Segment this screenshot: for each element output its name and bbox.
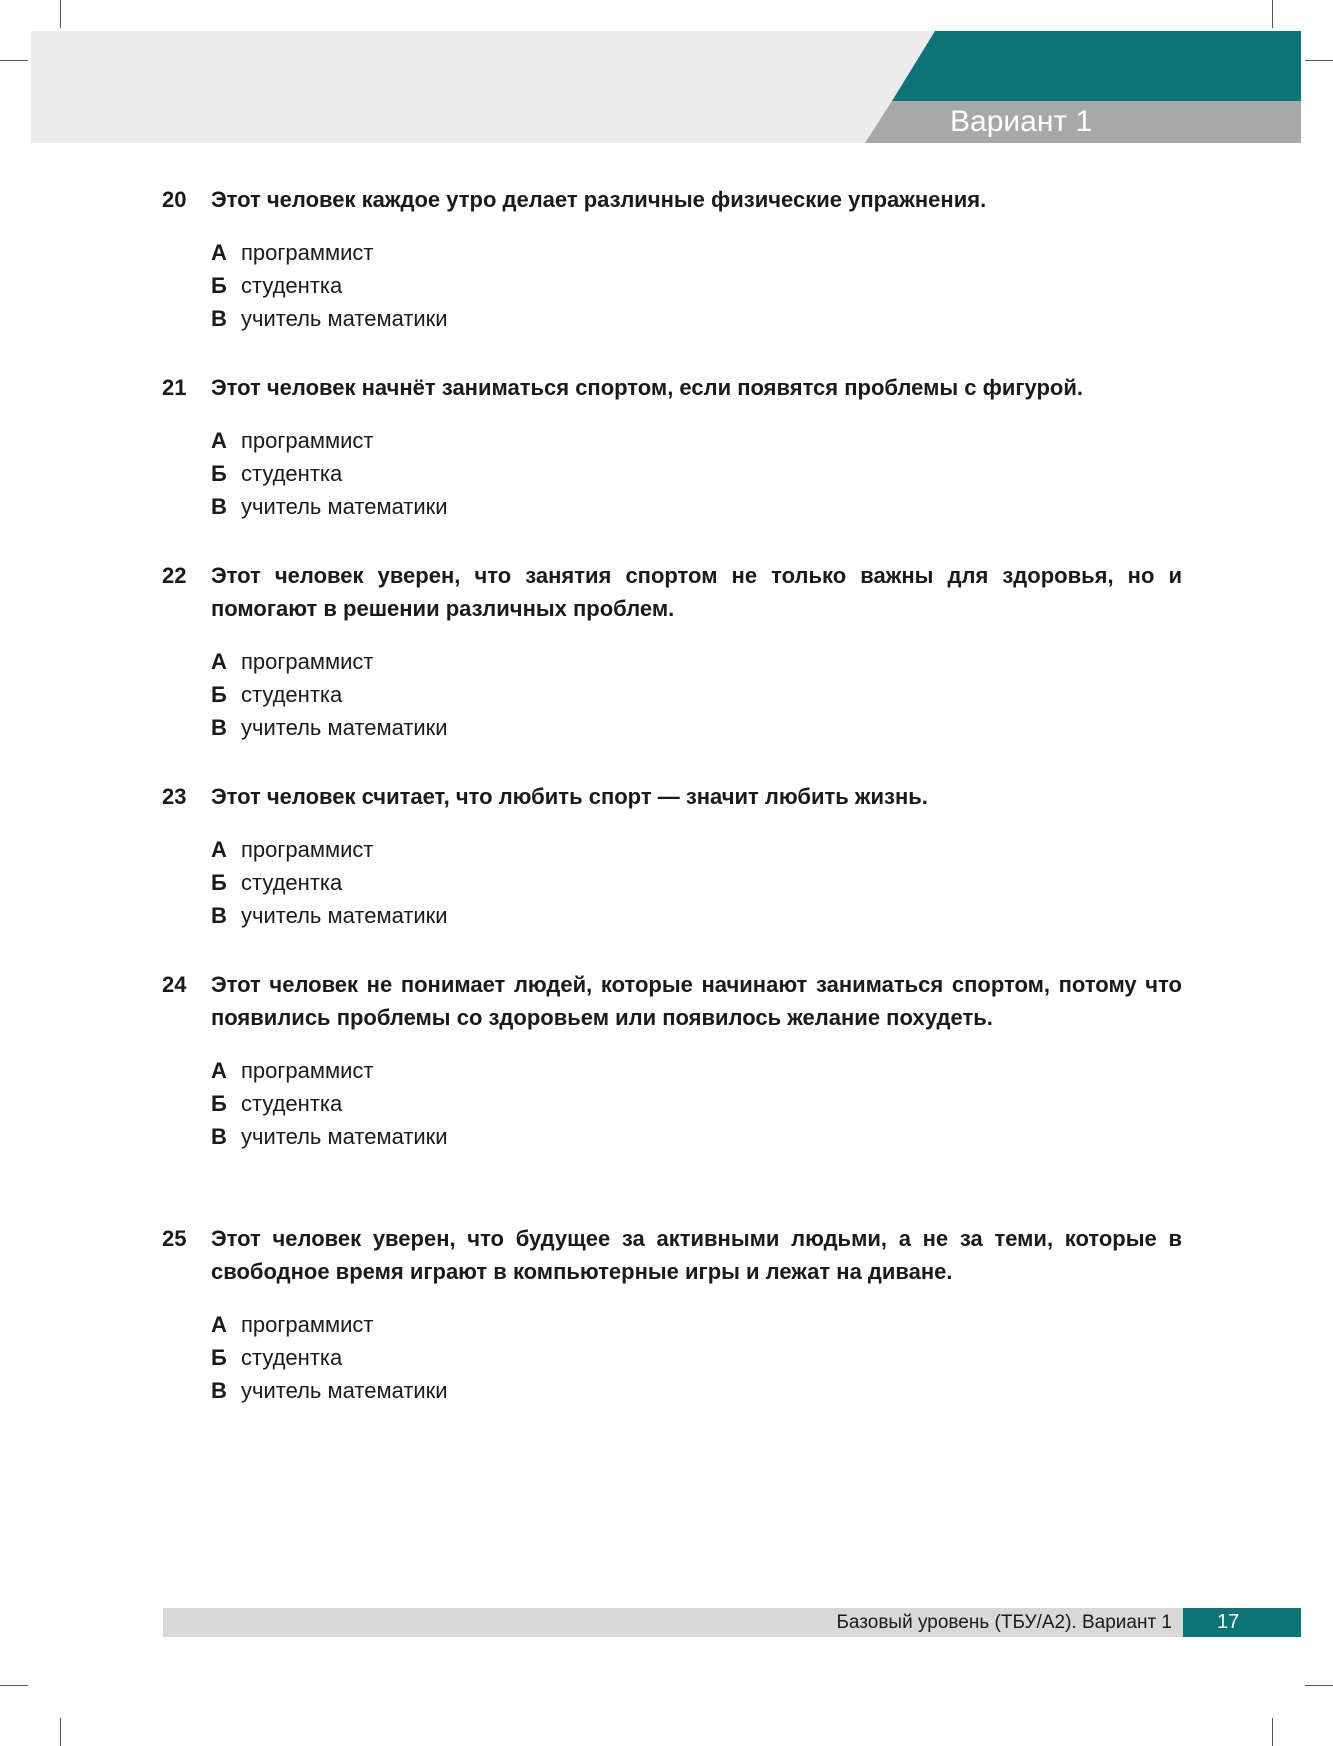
answer-options <box>211 1054 1182 1153</box>
option-label: учитель математики <box>241 1124 448 1149</box>
answer-option <box>211 490 1182 523</box>
question-text: Этот человек считает, что любить спорт — значит любить жизнь. <box>211 784 928 809</box>
option-label: программист <box>241 240 374 265</box>
option-label: программист <box>241 428 374 453</box>
answer-option <box>211 1054 1182 1087</box>
option-letter: В <box>211 903 227 928</box>
option-label: студентка <box>241 461 343 486</box>
crop-mark <box>60 1718 61 1746</box>
question-number: 22 <box>162 563 187 588</box>
option-letter: А <box>211 649 227 674</box>
option-letter: Б <box>211 682 227 707</box>
question-header <box>162 1222 1182 1288</box>
answer-option <box>211 424 1182 457</box>
question-block <box>162 780 1182 932</box>
answer-option <box>211 866 1182 899</box>
question-header <box>162 780 1182 813</box>
option-label: учитель математики <box>241 715 448 740</box>
option-letter: А <box>211 837 227 862</box>
option-label: учитель математики <box>241 1378 448 1403</box>
answer-option <box>211 1341 1182 1374</box>
option-letter: Б <box>211 461 227 486</box>
answer-option <box>211 457 1182 490</box>
question-number: 23 <box>162 784 187 809</box>
question-text: Этот человек не понимает людей, которые начинают заниматься спортом, потому что появились проблемы со здоровьем или появилось желание похудеть. <box>211 972 1182 1030</box>
answer-option <box>211 678 1182 711</box>
question-text: Этот человек каждое утро делает различные физические упражнения. <box>211 187 987 212</box>
answer-option <box>211 269 1182 302</box>
option-letter: А <box>211 428 227 453</box>
question-block <box>162 371 1182 523</box>
option-label: учитель математики <box>241 903 448 928</box>
question-number: 24 <box>162 972 187 997</box>
page-number: 17 <box>1183 1608 1301 1637</box>
answer-option <box>211 1087 1182 1120</box>
question-header <box>162 371 1182 404</box>
option-letter: Б <box>211 273 227 298</box>
option-letter: В <box>211 1378 227 1403</box>
question-block <box>162 968 1182 1153</box>
question-number: 21 <box>162 375 187 400</box>
option-label: студентка <box>241 682 343 707</box>
option-label: студентка <box>241 1091 343 1116</box>
option-label: студентка <box>241 870 343 895</box>
option-label: учитель математики <box>241 306 448 331</box>
option-label: программист <box>241 649 374 674</box>
crop-mark <box>1305 1685 1333 1686</box>
answer-option <box>211 1308 1182 1341</box>
option-label: учитель математики <box>241 494 448 519</box>
option-letter: А <box>211 1058 227 1083</box>
question-text: Этот человек уверен, что занятия спортом не только важны для здоровья, но и помогают в решении различных проблем. <box>211 563 1182 621</box>
option-letter: В <box>211 494 227 519</box>
option-label: студентка <box>241 273 343 298</box>
option-label: студентка <box>241 1345 343 1370</box>
option-letter: В <box>211 1124 227 1149</box>
option-letter: Б <box>211 1091 227 1116</box>
question-header <box>162 183 1182 216</box>
answer-options <box>211 236 1182 335</box>
footer-text: Базовый уровень (ТБУ/А2). Вариант 1 <box>836 1612 1172 1633</box>
option-label: программист <box>241 1058 374 1083</box>
header-teal-ribbon <box>892 31 1301 101</box>
option-letter: В <box>211 306 227 331</box>
answer-option <box>211 1120 1182 1153</box>
answer-option <box>211 302 1182 335</box>
crop-mark <box>1272 1718 1273 1746</box>
answer-options <box>211 1308 1182 1407</box>
option-letter: А <box>211 240 227 265</box>
answer-option <box>211 645 1182 678</box>
answer-option <box>211 899 1182 932</box>
question-header <box>162 559 1182 625</box>
variant-title: Вариант 1 <box>950 105 1093 138</box>
answer-option <box>211 236 1182 269</box>
crop-mark <box>0 1685 28 1686</box>
answer-options <box>211 833 1182 932</box>
question-header <box>162 968 1182 1034</box>
answer-option <box>211 1374 1182 1407</box>
question-text: Этот человек уверен, что будущее за активными людьми, а не за теми, которые в свободное время играют в компьютерные игры и лежат на диване. <box>211 1226 1182 1284</box>
question-block <box>162 183 1182 335</box>
option-letter: А <box>211 1312 227 1337</box>
answer-options <box>211 424 1182 523</box>
answer-option <box>211 711 1182 744</box>
question-number: 20 <box>162 187 187 212</box>
question-block <box>162 559 1182 744</box>
option-label: программист <box>241 837 374 862</box>
answer-options <box>211 645 1182 744</box>
option-label: программист <box>241 1312 374 1337</box>
option-letter: В <box>211 715 227 740</box>
option-letter: Б <box>211 870 227 895</box>
answer-option <box>211 833 1182 866</box>
option-letter: Б <box>211 1345 227 1370</box>
question-number: 25 <box>162 1226 187 1251</box>
question-text: Этот человек начнёт заниматься спортом, если появятся проблемы с фигурой. <box>211 375 1083 400</box>
question-block <box>162 1222 1182 1407</box>
